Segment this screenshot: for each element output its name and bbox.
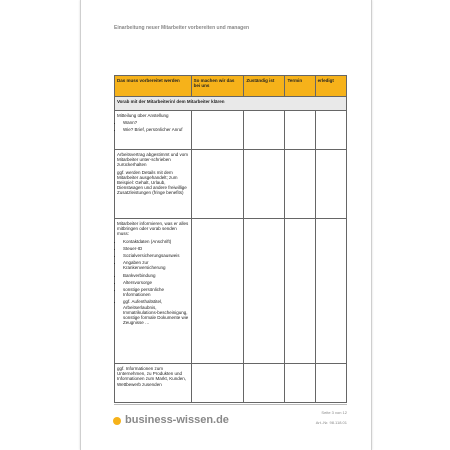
list-item: • Wann? — [123, 120, 189, 125]
empty-cell — [285, 150, 315, 219]
empty-cell — [191, 111, 244, 150]
table-row — [115, 111, 347, 150]
column-header: Zuständig ist — [244, 76, 285, 97]
article-number: Art.-Nr. 98.118.01 — [315, 420, 347, 425]
list-item: • Bankverbindung — [123, 273, 189, 278]
section-row — [115, 97, 347, 111]
logo: business-wissen.de — [125, 414, 229, 426]
document-title: Einarbeitung neuer Mitarbeiter vorbereiten und managen — [114, 25, 250, 31]
list-item: • ggf. Aufenthaltstitel, Arbeitserlaubnis, Immatrikulations-bescheinigung, sonstige formale Dokumente wie Zeugnisse … — [123, 299, 189, 325]
task-cell — [115, 364, 192, 403]
task-text: Arbeitsvertrag abgestimmt und vom Mitarbeiter unter-schrieben zurückerhalten — [117, 152, 189, 168]
empty-cell — [285, 219, 315, 364]
column-header: Termin — [285, 76, 315, 97]
task-intro: Mitteilung über Anstellung — [117, 113, 169, 118]
task-cell — [115, 111, 192, 150]
column-header: So machen wir das bei uns — [191, 76, 244, 97]
list-item: • Altersvorsorge — [123, 280, 189, 285]
list-item: • Steuer-ID — [123, 246, 189, 251]
task-cell — [115, 150, 192, 219]
logo-dot-icon — [113, 417, 121, 425]
empty-cell — [244, 111, 285, 150]
task-list — [117, 120, 189, 132]
list-item: • Angaben zur Krankenversicherung — [123, 260, 189, 270]
column-header: Das muss vorbereitet werden — [115, 76, 192, 97]
empty-cell — [191, 150, 244, 219]
task-text: ggf. werden Details mit dem Mitarbeiter ausgehandelt; zum Beispiel: Gehalt, Urlaub, Dienstwagen und andere freiwillige Zusatzleistungen (fringe benefits) — [117, 169, 187, 196]
column-header: erledigt — [315, 76, 346, 97]
empty-cell — [315, 150, 346, 219]
empty-cell — [191, 364, 244, 403]
task-list — [117, 239, 189, 326]
table-row — [115, 150, 347, 219]
empty-cell — [191, 219, 244, 364]
empty-cell — [285, 111, 315, 150]
list-item: • Sozialversicherungsausweis — [123, 253, 189, 258]
list-item: • Kontaktdaten (Anschrift) — [123, 239, 189, 244]
footer-divider — [114, 404, 347, 405]
checklist-table — [114, 75, 347, 403]
task-intro: Mitarbeiter informieren, was er alles mitbringen oder vorab senden muss: — [117, 221, 189, 237]
page-number: Seite 3 von 12 — [321, 410, 347, 415]
section-title: Vorab mit der Mitarbeiterin/ dem Mitarbeiter klären — [115, 97, 347, 111]
document-page — [80, 0, 372, 450]
list-item: • sonstige persönliche Informationen — [123, 287, 189, 297]
empty-cell — [315, 364, 346, 403]
table-row — [115, 364, 347, 403]
task-cell — [115, 219, 192, 364]
empty-cell — [244, 219, 285, 364]
empty-cell — [315, 219, 346, 364]
empty-cell — [285, 364, 315, 403]
empty-cell — [315, 111, 346, 150]
list-item: • Wie? Brief, persönlicher Anruf — [123, 127, 189, 132]
empty-cell — [244, 364, 285, 403]
empty-cell — [244, 150, 285, 219]
table-row — [115, 219, 347, 364]
table-header-row — [115, 76, 347, 97]
task-text: ggf. Informationen zum Unternehmen, zu Produkten und Informationen zum Markt, Kunden, Wettbewerb zusenden — [117, 366, 187, 387]
